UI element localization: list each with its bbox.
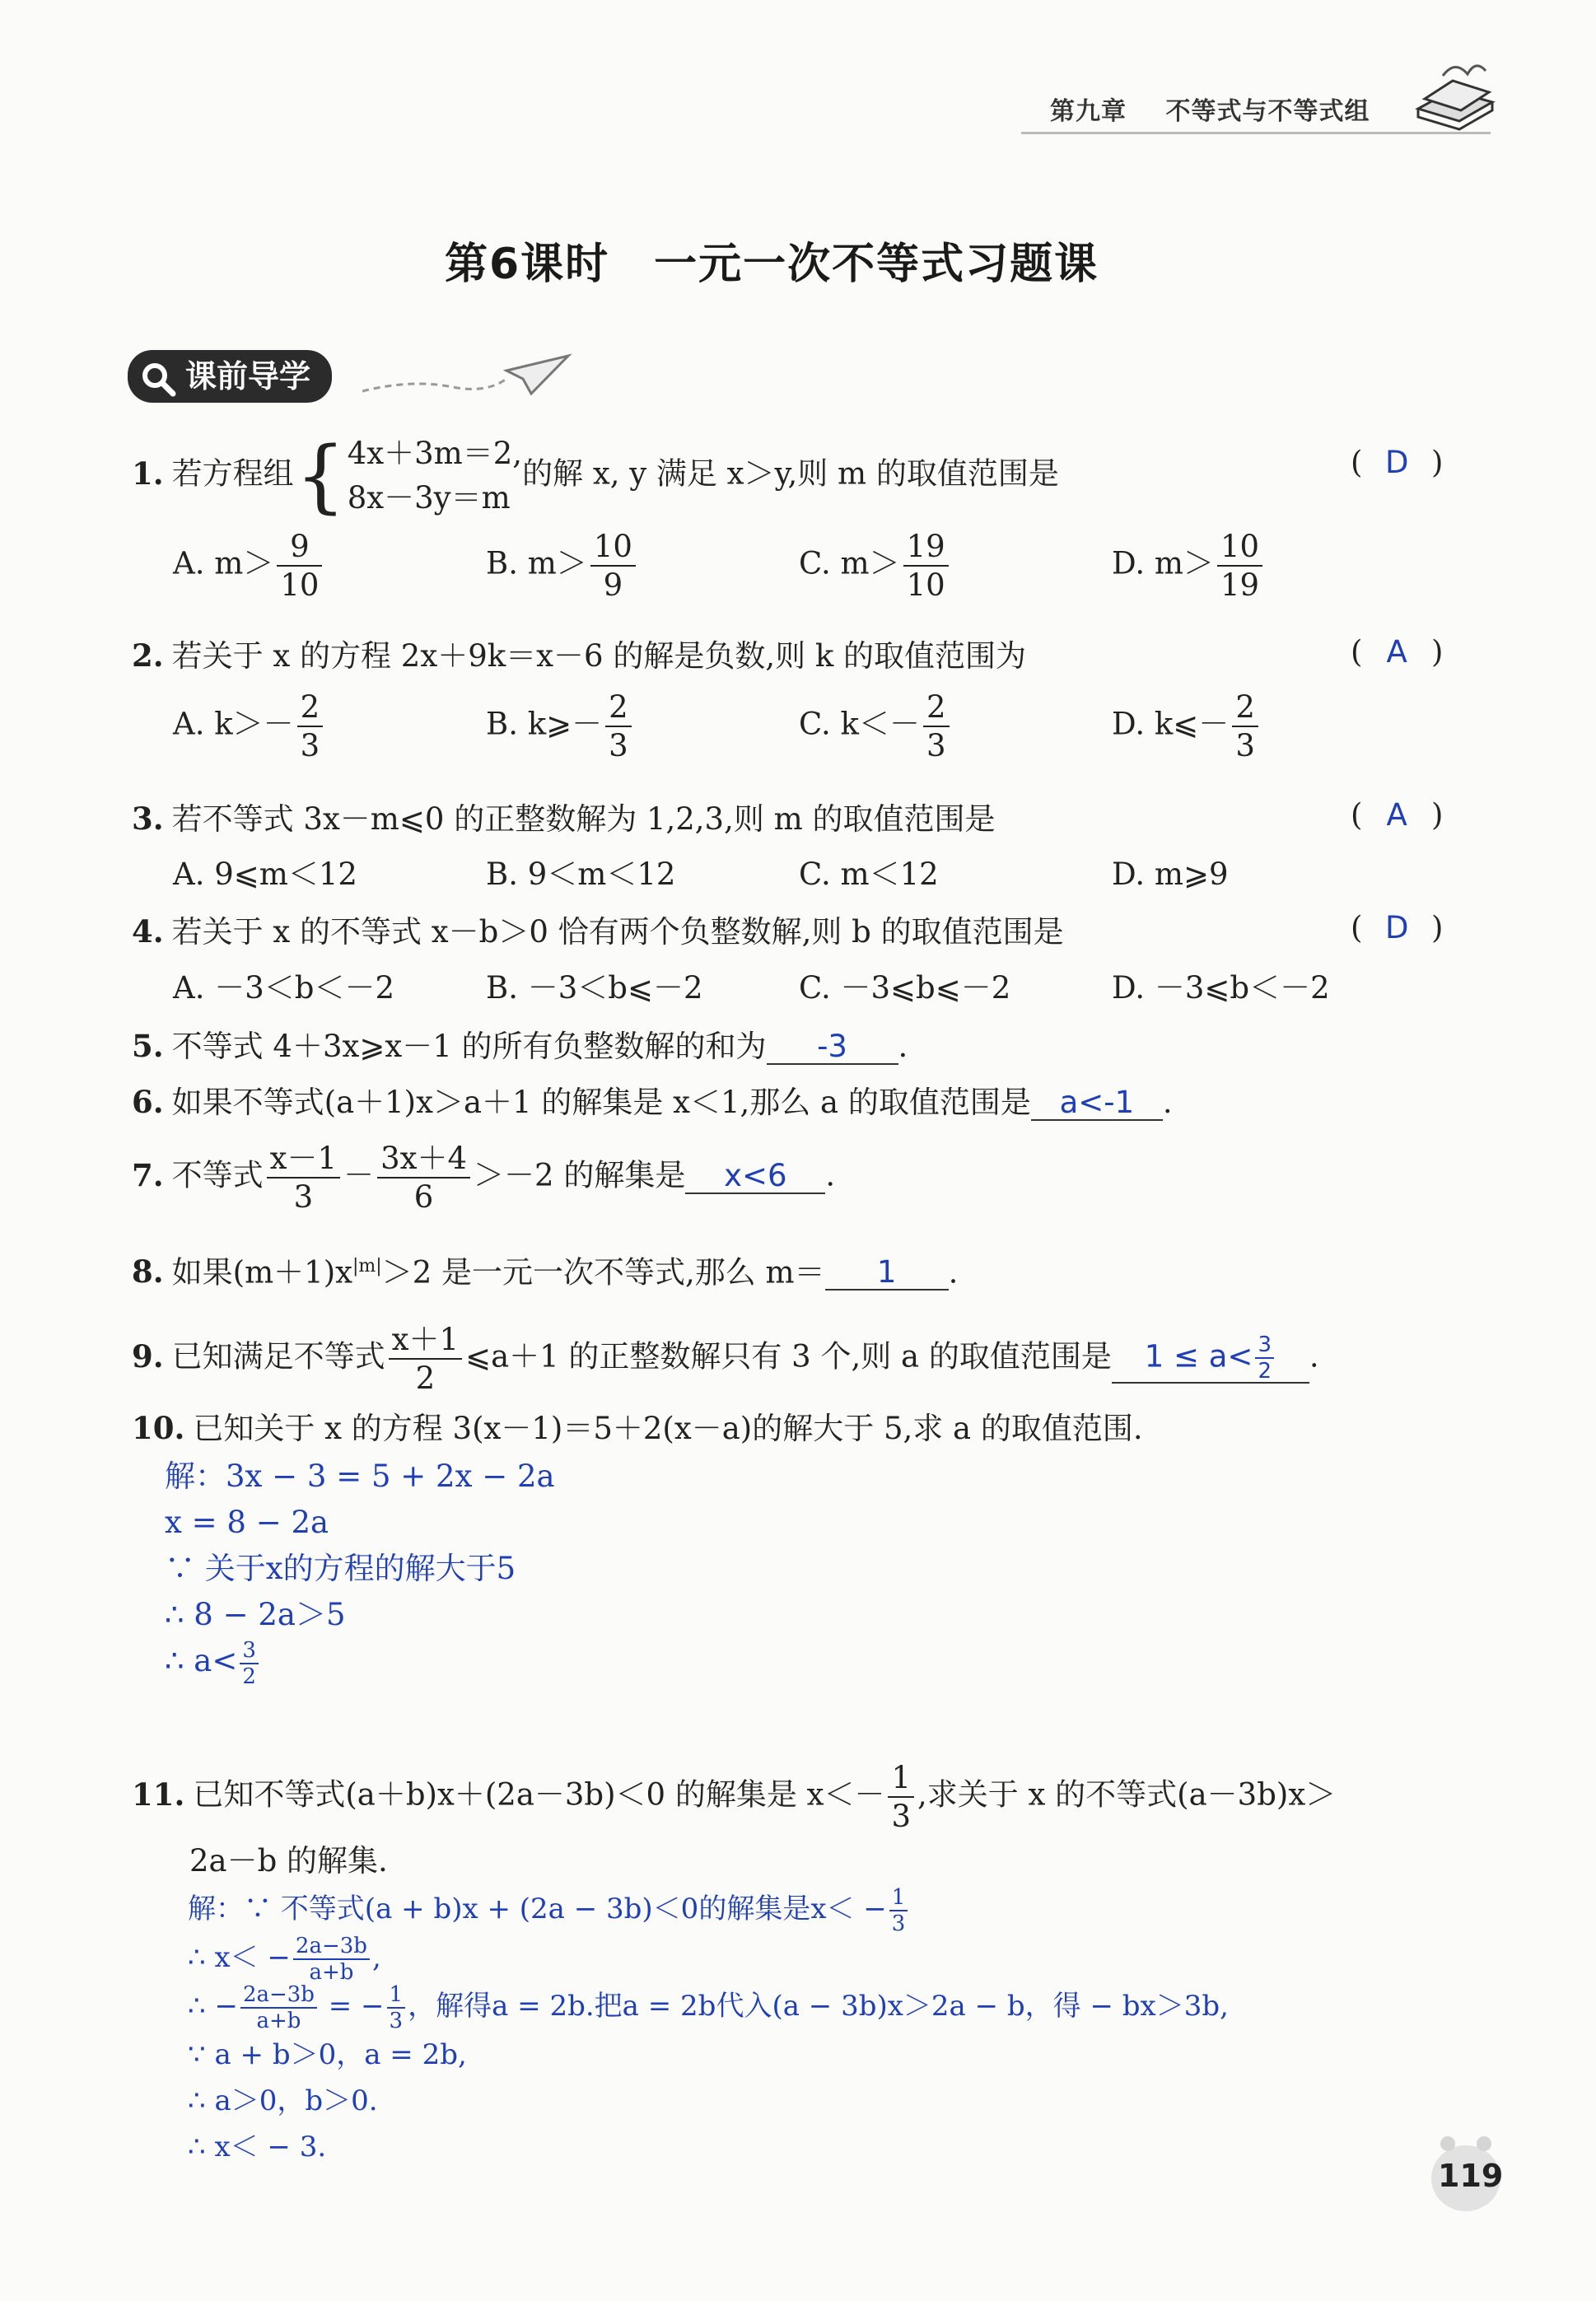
equation-system	[348, 432, 522, 520]
question-text: 若关于 x 的不等式 x－b＞0 恰有两个负整数解,则 b 的取值范围是	[171, 914, 1064, 950]
question-text: 不等式 4＋3x⩾x－1 的所有负整数解的和为	[171, 1029, 767, 1064]
answer-bracket: ( D )	[1351, 910, 1444, 945]
question-text: ,求关于 x 的不等式(a－3b)x＞	[917, 1776, 1337, 1813]
option-b: B. k⩾－ $\frac{2}{3}$	[486, 692, 635, 761]
answer-blank: x<6	[685, 1160, 825, 1194]
question-6: 6. 如果不等式(a＋1)x＞a＋1 的解集是 x＜1,那么 a 的取值范围是 a<-1 .	[132, 1084, 1173, 1120]
question-text: 若方程组	[171, 455, 294, 492]
question-text: ＞2 是一元一次不等式,那么 m＝	[381, 1254, 825, 1291]
question-text: 2a－b 的解集.	[189, 1843, 388, 1879]
solution-line: ∴ x＜ − $\frac{2a-3b}{a+b}$ ,	[188, 1934, 381, 1985]
option-d: D. k⩽－ $\frac{2}{3}$	[1112, 692, 1262, 761]
answer-value: D	[1384, 910, 1409, 945]
option-d: D. －3⩽b＜－2	[1112, 970, 1330, 1006]
answer-bracket: ( A )	[1351, 634, 1444, 670]
option-a: A. －3＜b＜－2	[173, 970, 395, 1006]
brace: {	[295, 430, 346, 522]
answer-blank: 1	[825, 1256, 949, 1291]
answer-blank: a<-1	[1031, 1086, 1163, 1121]
search-icon	[138, 359, 178, 399]
solution-line: 解：∵ 不等式(a + b)x + (2a − 3b)＜0的解集是x＜ − $\frac{1}{3}$	[188, 1886, 1229, 1935]
solution-line: x = 8 − 2a	[165, 1505, 329, 1540]
option-c: C. m＞ $\frac{19}{10}$	[799, 531, 952, 600]
solution-line: ∴ a＞0，b＞0.	[188, 2084, 378, 2117]
question-8: 8. 如果$(m+1)x^{|m|}>2$ 是一元一次不等式,那么 m＝ 1 .	[132, 1253, 959, 1291]
question-2	[132, 634, 1026, 678]
option-a: A. m＞ $\frac{9}{10}$	[173, 531, 325, 600]
question-number: 2.	[132, 637, 164, 674]
question-7: 7. 不等式 $\frac{x-1}{3}$ － $\frac{3x+4}{6}$ ＞－2 的解集是 x<6 .	[132, 1141, 836, 1215]
equation-1: 4x＋3m＝2,	[347, 436, 523, 471]
question-1	[132, 432, 1059, 520]
solution-line: 解：3x − 3 = 5 + 2x − 2a	[165, 1459, 555, 1494]
question-3	[132, 797, 995, 841]
question-text: 已知满足不等式	[171, 1338, 385, 1375]
option-a: A. k＞－ $\frac{2}{3}$	[173, 692, 326, 761]
question-text: 若不等式 3x－m⩽0 的正整数解为 1,2,3,则 m 的取值范围是	[171, 801, 996, 837]
solution-line: ∵ a + b＞0，a = 2b,	[188, 2038, 467, 2071]
chapter-title: 不等式与不等式组	[1165, 97, 1370, 126]
question-11: 11. 已知不等式(a＋b)x＋(2a－3b)＜0 的解集是 x＜－ $\frac{1}{3}$ ,求关于 x 的不等式(a－3b)x＞	[132, 1760, 1337, 1834]
answer-value: A	[1386, 634, 1407, 670]
question-text: 如果不等式(a＋1)x＞a＋1 的解集是 x＜1,那么 a 的取值范围是	[171, 1085, 1031, 1120]
equation-2: 8x－3y＝m	[347, 480, 511, 516]
question-text: 若关于 x 的方程 2x＋9k＝x－6 的解是负数,则 k 的取值范围为	[171, 638, 1027, 674]
question-text: ＞－2 的解集是	[474, 1157, 686, 1193]
chapter-number: 第九章	[1050, 97, 1127, 126]
question-number: 1.	[132, 455, 164, 492]
page-title: 第6课时 一元一次不等式习题课	[445, 240, 1099, 289]
option-c: C. －3⩽b⩽－2	[799, 970, 1011, 1006]
option-c: C. m＜12	[799, 856, 939, 892]
option-b: B. 9＜m＜12	[486, 856, 676, 892]
answer-bracket: ( D )	[1351, 445, 1444, 480]
question-text: 已知关于 x 的方程 3(x－1)＝5＋2(x－a)的解大于 5,求 a 的取值范围.	[193, 1411, 1143, 1446]
answer-blank: -3	[767, 1030, 898, 1065]
question-number: 4.	[132, 913, 164, 950]
question-number: 3.	[132, 800, 164, 837]
solution-line: ∴ 8 − 2a＞5	[165, 1597, 346, 1632]
solution-10	[165, 1454, 555, 1687]
question-number: 8.	[132, 1253, 164, 1291]
solution-line: ∴ a< $\frac{3}{2}$	[165, 1638, 555, 1687]
question-4	[132, 910, 1064, 954]
chapter-header	[1050, 91, 1370, 127]
exponent: |m|	[352, 1256, 382, 1277]
question-number: 11.	[132, 1776, 185, 1813]
option-b: B. －3＜b⩽－2	[486, 970, 703, 1006]
section-badge-label: 课前导学	[185, 358, 311, 394]
question-9: 9. 已知满足不等式 $\frac{x+1}{2}$ ⩽a＋1 的正整数解只有 3 个,则 a 的取值范围是 1 ≤ a< $\frac{3}{2}$ .	[132, 1322, 1319, 1396]
question-number: 9.	[132, 1337, 164, 1375]
solution-line: ∵ 关于x的方程的解大于5	[165, 1551, 516, 1586]
option-d: D. m⩾9	[1112, 856, 1229, 892]
question-text: ⩽a＋1 的正整数解只有 3 个,则 a 的取值范围是	[465, 1338, 1112, 1375]
question-text: 的解 x, y 满足 x＞y,则 m 的取值范围是	[522, 455, 1059, 492]
question-5: 5. 不等式 4＋3x⩾x－1 的所有负整数解的和为 -3 .	[132, 1028, 908, 1064]
question-10	[132, 1407, 1143, 1450]
answer-value: D	[1384, 445, 1409, 480]
question-text: 已知不等式(a＋b)x＋(2a－3b)＜0 的解集是 x＜－	[193, 1776, 885, 1813]
books-icon	[1410, 51, 1500, 133]
option-c: C. k＜－ $\frac{2}{3}$	[799, 692, 953, 761]
solution-line: ∴ − $\frac{2a-3b}{a+b}$ = − $\frac{1}{3}$ ，解得a = 2b.把a = 2b代入(a − 3b)x＞2a − b，得 − bx＞3b,	[188, 1982, 1229, 2033]
question-text: 如果(m＋1)x	[171, 1254, 353, 1291]
question-number: 7.	[132, 1156, 164, 1193]
question-number: 6.	[132, 1084, 164, 1120]
answer-bracket: ( A )	[1351, 797, 1444, 833]
page-number: 119	[1438, 2158, 1504, 2194]
question-number: 10.	[132, 1410, 185, 1446]
solution-line: ∴ x＜ − 3.	[188, 2131, 327, 2163]
option-d: D. m＞ $\frac{10}{19}$	[1112, 531, 1266, 600]
option-b: B. m＞ $\frac{10}{9}$	[486, 531, 639, 600]
question-number: 5.	[132, 1028, 164, 1064]
question-text: 不等式	[171, 1157, 264, 1193]
solution-11	[188, 1886, 1229, 2170]
paper-plane-icon	[362, 346, 576, 404]
option-a: A. 9⩽m＜12	[173, 856, 357, 892]
answer-value: A	[1386, 797, 1407, 833]
answer-blank: 1 ≤ a< $\frac{3}{2}$	[1112, 1334, 1309, 1384]
